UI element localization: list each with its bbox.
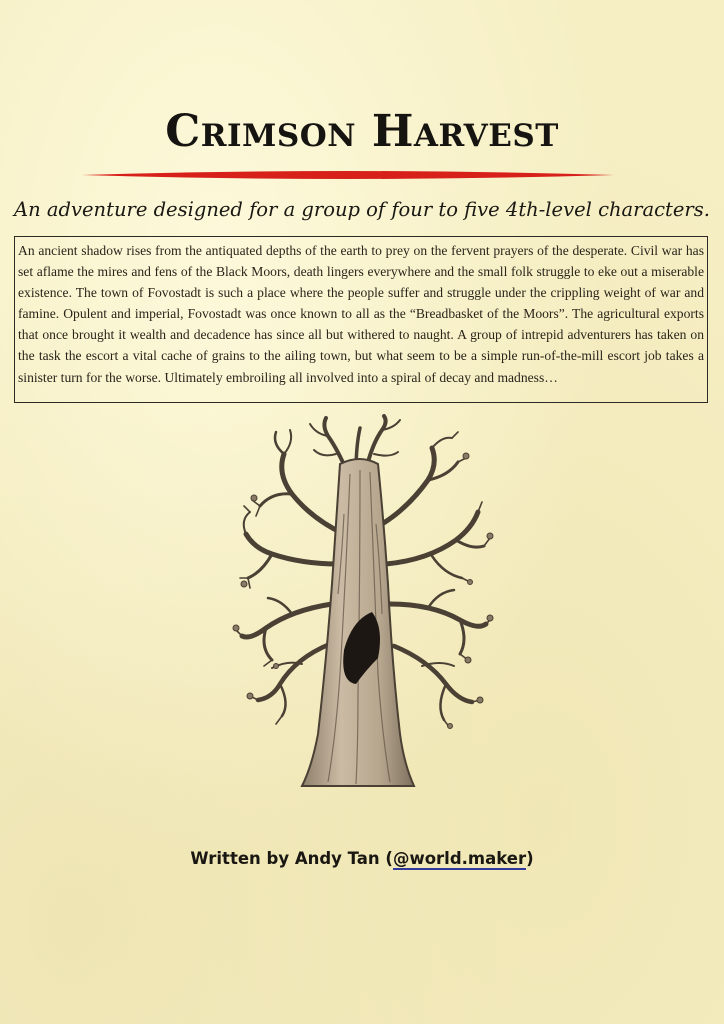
author-credit-suffix: ) (526, 849, 534, 868)
adventure-summary-box: An ancient shadow rises from the antiquated depths of the earth to prey on the fervent prayers of the desperate. Civil war has set aflame the mires and fens of the Black Moors, death lingers everywhere and the small folk struggle to eke out a miserable existence. The town of Fovostadt is such a place where the people suffer and struggle under the crippling weight of war and famine. Opulent and imperial, Fovostadt was once known to all as the “Breadbasket of the Moors”. The agricultural exports that once brought it wealth and decadence has since all but withered to naught. A group of intrepid adventurers has taken on the task the escort a vital cache of grains to the ailing town, but what seem to be a simple run-of-the-mill escort job takes a sinister turn for the worse. Ultimately embroiling all involved into a spiral of decay and madness… (14, 236, 708, 403)
title-divider (82, 168, 614, 182)
author-credit (0, 846, 724, 872)
dead-tree-illustration (232, 414, 494, 792)
author-handle-link[interactable]: @world.maker (392, 849, 527, 868)
subtitle: An adventure designed for a group of four to five 4th-level characters. (14, 198, 710, 221)
page-title: Crimson Harvest (165, 106, 559, 157)
author-credit-prefix: Written by Andy Tan ( (190, 849, 393, 868)
